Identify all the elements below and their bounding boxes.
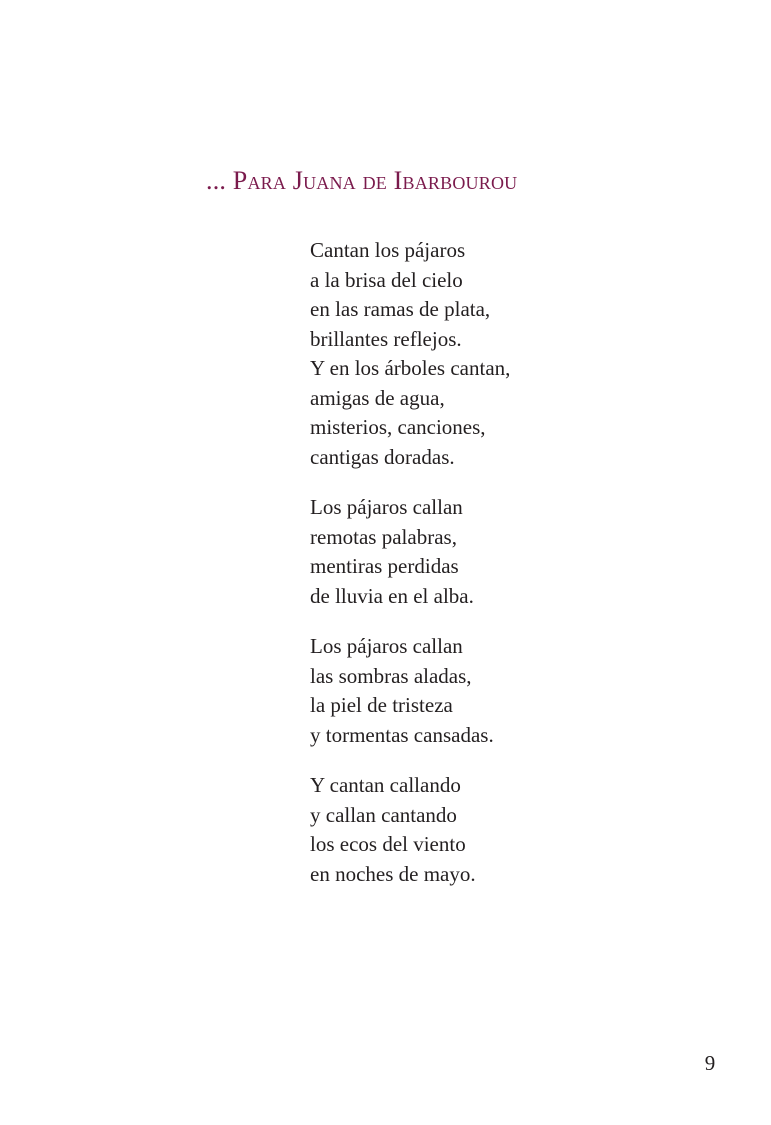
stanza-1 bbox=[310, 236, 710, 472]
poem-line: misterios, canciones, bbox=[310, 415, 486, 439]
poem-line: a la brisa del cielo bbox=[310, 267, 463, 292]
poem-line: y tormentas cansadas. bbox=[310, 722, 494, 747]
stanza-3 bbox=[310, 632, 710, 750]
poem-line: la piel de tristeza bbox=[310, 693, 453, 717]
poem-line: las sombras aladas, bbox=[310, 663, 472, 688]
poem-line: mentiras perdidas bbox=[310, 554, 459, 578]
poem-line: amigas de agua, bbox=[310, 385, 445, 410]
poem-line: Y en los árboles cantan, bbox=[310, 356, 511, 380]
poem-line: Y cantan callando bbox=[310, 773, 461, 797]
page-number: 9 bbox=[704, 1051, 716, 1075]
poem-line: Los pájaros callan bbox=[310, 634, 463, 658]
poem-line: cantigas doradas. bbox=[310, 444, 455, 469]
poem-line: remotas palabras, bbox=[310, 524, 457, 549]
poem-line: de lluvia en el alba. bbox=[310, 583, 474, 608]
poem-line: Los pájaros callan bbox=[310, 495, 463, 519]
stanza-4 bbox=[310, 771, 710, 889]
stanza-2 bbox=[310, 493, 710, 611]
poem-line: en noches de mayo. bbox=[310, 861, 476, 886]
poem-line: Cantan los pájaros bbox=[310, 238, 466, 262]
poem-line: y callan cantando bbox=[310, 802, 457, 827]
poem-title: ... Para Juana de Ibarbourou bbox=[206, 166, 518, 195]
poem-line: en las ramas de plata, bbox=[310, 297, 491, 321]
poem-body bbox=[310, 236, 710, 910]
poem-line: brillantes reflejos. bbox=[310, 326, 462, 351]
poem-line: los ecos del viento bbox=[310, 832, 466, 856]
